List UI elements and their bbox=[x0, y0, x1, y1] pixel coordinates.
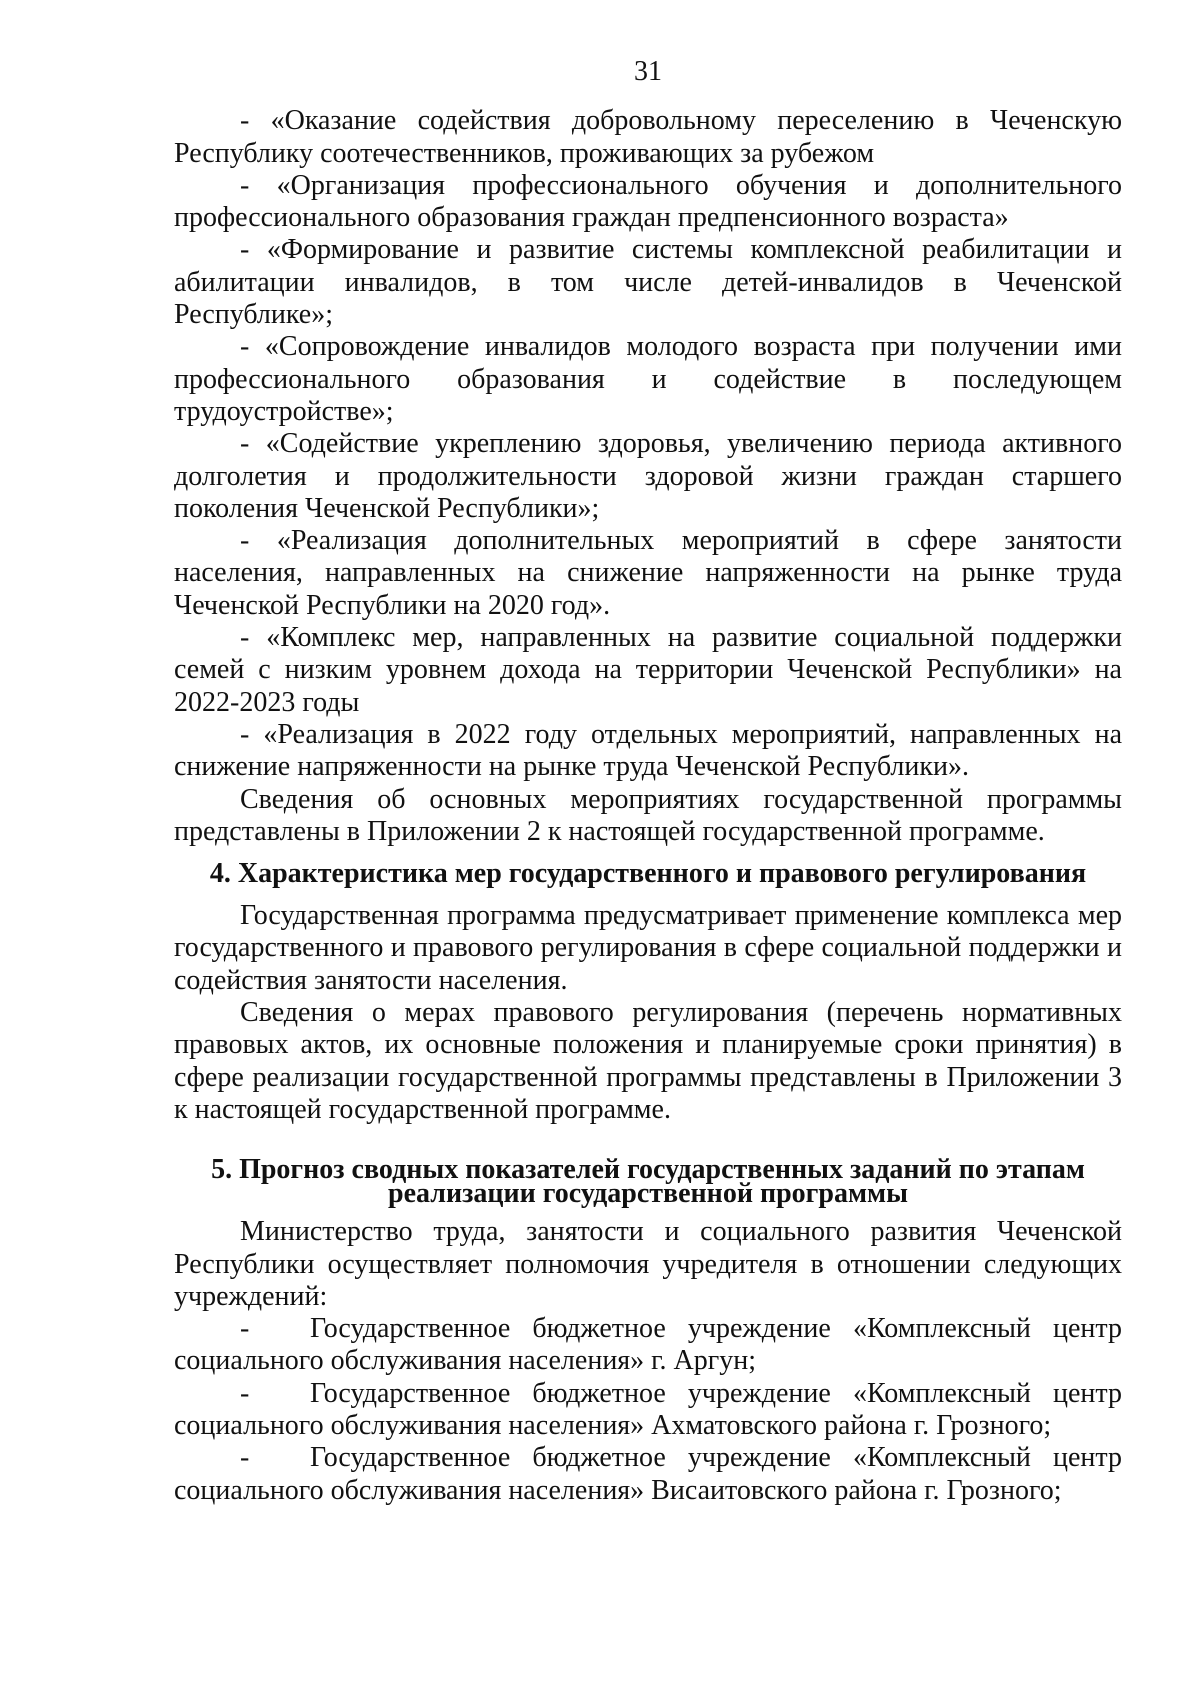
section-5-heading-line-2: реализации государственной программы bbox=[388, 1178, 908, 1210]
paragraph-measure-7: - «Комплекс мер, направленных на развитие социальной поддержки семей с низким уровнем дохода на территории Чеченской Республики» на 2022-2023 годы bbox=[174, 622, 1122, 718]
list-item bbox=[174, 1313, 1122, 1378]
paragraph-appendix-2-reference: Сведения об основных мероприятиях государственной программы представлены в Приложении 2 к настоящей государственной программе. bbox=[174, 783, 1122, 847]
section-4-paragraph-1: Государственная программа предусматривает применение комплекса мер государственного и правового регулирования в сфере социальной поддержки и содействия занятости населения. bbox=[174, 900, 1122, 996]
list-item-text: Государственное бюджетное учреждение «Комплексный центр социального обслуживания населения» Ахматовского района г. Грозного; bbox=[174, 1377, 1122, 1441]
paragraph-measure-6: - «Реализация дополнительных мероприятий в сфере занятости населения, направленных на снижение напряженности на рынке труда Чеченской Республики на 2020 год». bbox=[174, 525, 1122, 621]
list-item bbox=[174, 1378, 1122, 1443]
section-4-heading: 4. Характеристика мер государственного и правового регулирования bbox=[209, 858, 1087, 890]
paragraph-measure-4: - «Сопровождение инвалидов молодого возраста при получении ими профессионального образования и содействие в последующем трудоустройстве»; bbox=[174, 331, 1122, 427]
section-5-heading bbox=[174, 1154, 1122, 1210]
paragraph-measure-3: - «Формирование и развитие системы комплексной реабилитации и абилитации инвалидов, в том числе детей-инвалидов в Чеченской Республике»; bbox=[174, 234, 1122, 331]
paragraph-measure-1: - «Оказание содействия добровольному переселению в Чеченскую Республику соотечественников, проживающих за рубежом bbox=[174, 105, 1122, 169]
list-item-text: Государственное бюджетное учреждение «Комплексный центр социального обслуживания населения» г. Аргун; bbox=[174, 1313, 1122, 1377]
section-5-intro: Министерство труда, занятости и социального развития Чеченской Республики осуществляет полномочия учредителя в отношении следующих учреждений: bbox=[174, 1216, 1122, 1312]
list-item-dash: - bbox=[240, 1442, 250, 1474]
paragraph-measure-5: - «Содействие укреплению здоровья, увеличению периода активного долголетия и продолжительности здоровой жизни граждан старшего поколения Чеченской Республики»; bbox=[174, 428, 1122, 524]
section-4-paragraph-2: Сведения о мерах правового регулирования (перечень нормативных правовых актов, их основные положения и планируемые сроки принятия) в сфере реализации государственной программы представлены в Приложении 3 к настоящей государственной программе. bbox=[174, 997, 1122, 1125]
list-item-dash: - bbox=[240, 1377, 250, 1409]
list-item-text: Государственное бюджетное учреждение «Комплексный центр социального обслуживания населения» Висаитовского района г. Грозного; bbox=[174, 1442, 1122, 1506]
list-item bbox=[174, 1442, 1122, 1507]
document-page bbox=[174, 56, 1122, 1507]
section-5-heading-line-1: 5. Прогноз сводных показателей государственных заданий по этапам bbox=[211, 1154, 1085, 1186]
list-item-dash: - bbox=[240, 1313, 250, 1345]
paragraph-measure-2: - «Организация профессионального обучения и дополнительного профессионального образования граждан предпенсионного возраста» bbox=[174, 169, 1122, 234]
page-number: 31 bbox=[634, 56, 662, 87]
paragraph-measure-8: - «Реализация в 2022 году отдельных мероприятий, направленных на снижение напряженности на рынке труда Чеченской Республики». bbox=[174, 718, 1122, 783]
